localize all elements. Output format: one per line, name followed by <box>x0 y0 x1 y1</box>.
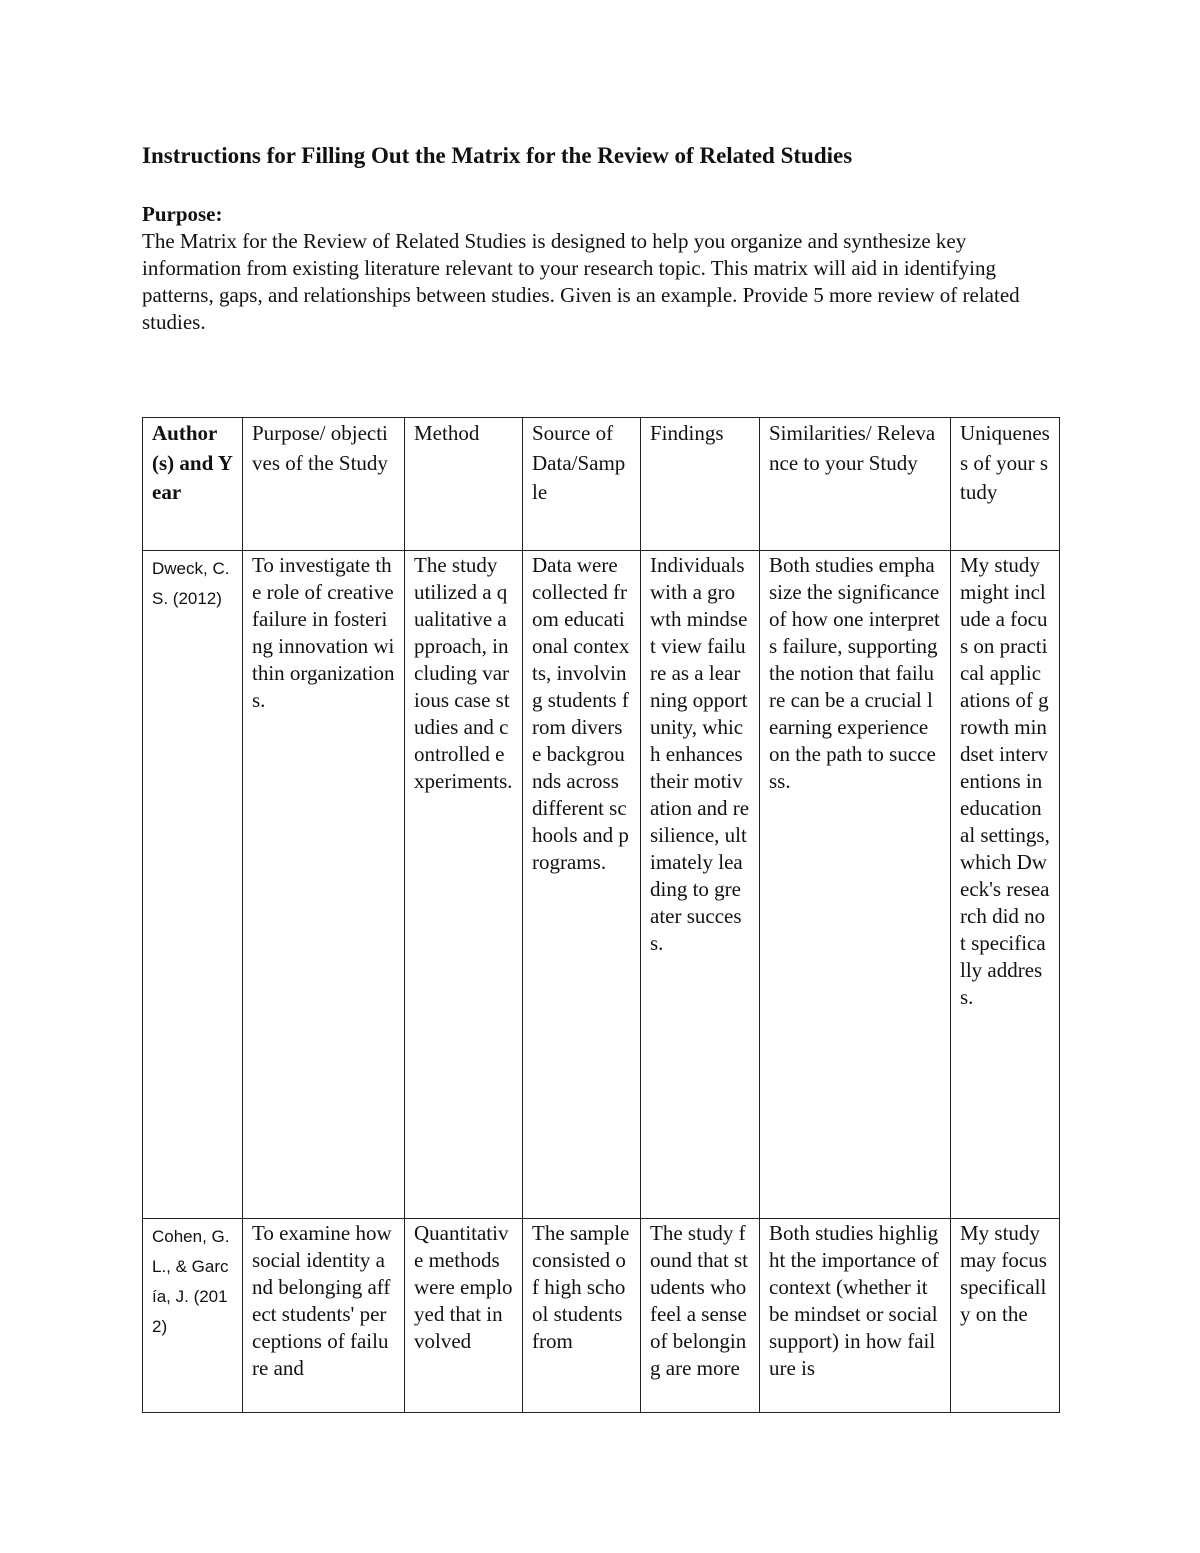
cell-findings: The study found that students who feel a sense of belonging are more <box>641 1219 760 1413</box>
cell-uniqueness: My study might include a focus on practical applications of growth mindset interventions in educational settings, which Dweck's research did not specifically address. <box>951 551 1060 1219</box>
cell-source: Data were collected from educational contexts, involving students from diverse backgrounds across different schools and programs. <box>523 551 641 1219</box>
page-title: Instructions for Filling Out the Matrix for the Review of Related Studies <box>142 143 853 168</box>
cell-author: Cohen, G. L., & García, J. (2012) <box>143 1219 243 1413</box>
cell-purpose: To investigate the role of creative failure in fostering innovation within organizations. <box>243 551 405 1219</box>
header-author-year: Author (s) and Year <box>143 418 243 551</box>
cell-uniqueness: My study may focus specifically on the <box>951 1219 1060 1413</box>
cell-similarities: Both studies emphasize the significance of how one interprets failure, supporting the notion that failure can be a crucial learning experience on the path to success. <box>760 551 951 1219</box>
purpose-heading: Purpose: <box>142 202 223 226</box>
table-header-row <box>143 418 1060 551</box>
header-similarities: Similarities/ Relevance to your Study <box>760 418 951 551</box>
header-uniqueness: Uniqueness of your study <box>951 418 1060 551</box>
purpose-paragraph: The Matrix for the Review of Related Studies is designed to help you organize and synthesize key information from existing literature relevant to your research topic. This matrix will aid in identifying patterns, gaps, and relationships between studies. Given is an example. Provide 5 more review of related studies. <box>142 229 1020 334</box>
cell-method: Quantitative methods were employed that involved <box>405 1219 523 1413</box>
cell-findings: Individuals with a growth mindset view failure as a learning opportunity, which enhances their motivation and resilience, ultimately leading to greater success. <box>641 551 760 1219</box>
header-method: Method <box>405 418 523 551</box>
table-row <box>143 1219 1060 1413</box>
cell-method: The study utilized a qualitative approach, including various case studies and controlled experiments. <box>405 551 523 1219</box>
cell-source: The sample consisted of high school students from <box>523 1219 641 1413</box>
header-source: Source of Data/Sample <box>523 418 641 551</box>
cell-author: Dweck, C. S. (2012) <box>143 551 243 1219</box>
header-purpose: Purpose/ objectives of the Study <box>243 418 405 551</box>
header-findings: Findings <box>641 418 760 551</box>
cell-similarities: Both studies highlight the importance of context (whether it be mindset or social support) in how failure is <box>760 1219 951 1413</box>
table-row <box>143 551 1060 1219</box>
review-matrix-table <box>142 417 1060 1413</box>
cell-purpose: To examine how social identity and belonging affect students' perceptions of failure and <box>243 1219 405 1413</box>
